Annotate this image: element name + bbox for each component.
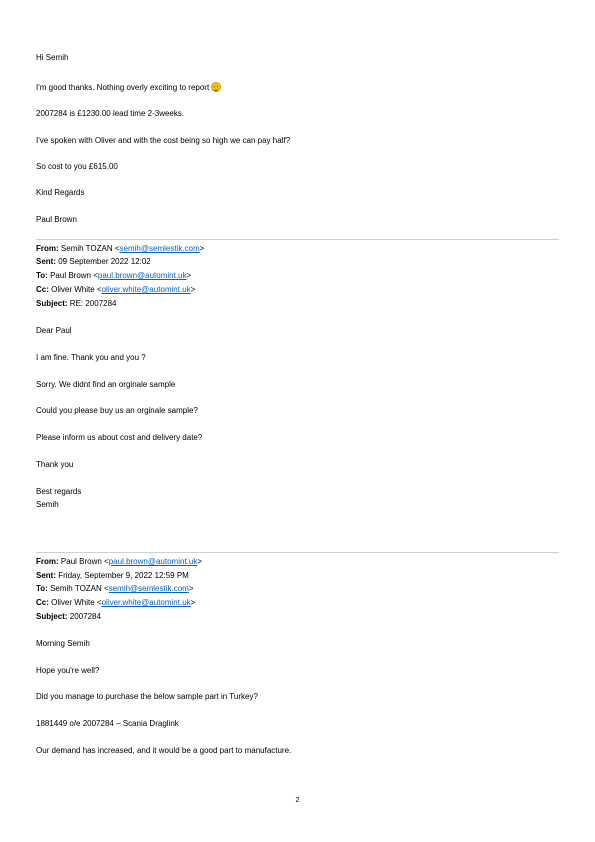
- reply-greeting: Hi Semih: [36, 53, 69, 62]
- email3-sent: Sent: Friday, September 9, 2022 12:59 PM: [36, 571, 189, 580]
- email2-line-3: Could you please buy us an orginale sample?: [36, 406, 198, 415]
- email2-subject: Subject: RE: 2007284: [36, 299, 117, 308]
- reply-line-4: So cost to you £615.00: [36, 162, 118, 171]
- email2-from: From: Semih TOZAN <semih@semlestik.com>: [36, 244, 205, 253]
- email2-signature: Semih: [36, 500, 59, 509]
- reply-signature: Paul Brown: [36, 215, 77, 224]
- email2-line-2: Sorry. We didnt find an orginale sample: [36, 380, 176, 389]
- email3-from-link[interactable]: paul.brown@automint.uk: [108, 557, 198, 566]
- email2-line-4: Please inform us about cost and delivery date?: [36, 433, 203, 442]
- email2-greeting: Dear Paul: [36, 326, 72, 335]
- email3-cc: Cc: Oliver White <oliver.white@automint.uk>: [36, 598, 196, 607]
- email3-line-1: Hope you're well?: [36, 666, 100, 675]
- email3-greeting: Morning Semih: [36, 639, 90, 648]
- email3-subject: Subject: 2007284: [36, 612, 101, 621]
- email-separator: [36, 552, 559, 553]
- email3-from: From: Paul Brown <paul.brown@automint.uk>: [36, 557, 203, 566]
- email2-line-5: Thank you: [36, 460, 74, 469]
- email-separator: [36, 239, 559, 240]
- email3-line-4: Our demand has increased, and it would be a good part to manufacture.: [36, 746, 292, 755]
- email2-to: To: Paul Brown <paul.brown@automint.uk>: [36, 271, 192, 280]
- email3-cc-link[interactable]: oliver.white@automint.uk: [101, 598, 191, 607]
- reply-line-1: I'm good thanks. Nothing overly exciting to report: [36, 82, 221, 93]
- page-number: 2: [295, 797, 300, 804]
- reply-line-3: I've spoken with Oliver and with the cost being so high we can pay half?: [36, 136, 291, 145]
- email2-cc: Cc: Oliver White <oliver.white@automint.uk>: [36, 285, 196, 294]
- email3-to: To: Semih TOZAN <semih@semlestik.com>: [36, 584, 194, 593]
- email2-cc-link[interactable]: oliver.white@automint.uk: [101, 285, 191, 294]
- email3-to-link[interactable]: semih@semlestik.com: [108, 584, 189, 593]
- email2-closing: Best regards: [36, 487, 82, 496]
- reply-closing: Kind Regards: [36, 188, 85, 197]
- email2-line-1: I am fine. Thank you and you ?: [36, 353, 146, 362]
- email2-to-link[interactable]: paul.brown@automint.uk: [97, 271, 187, 280]
- email2-from-link[interactable]: semih@semlestik.com: [119, 244, 200, 253]
- email3-line-3: 1881449 o/e 2007284 – Scania Draglink: [36, 719, 179, 728]
- email2-sent: Sent: 09 September 2022 12:02: [36, 257, 151, 266]
- smiley-emoji-icon: [211, 82, 221, 92]
- email3-line-2: Did you manage to purchase the below sample part in Turkey?: [36, 692, 258, 701]
- reply-line-2: 2007284 is £1230.00 lead time 2-3weeks.: [36, 109, 185, 118]
